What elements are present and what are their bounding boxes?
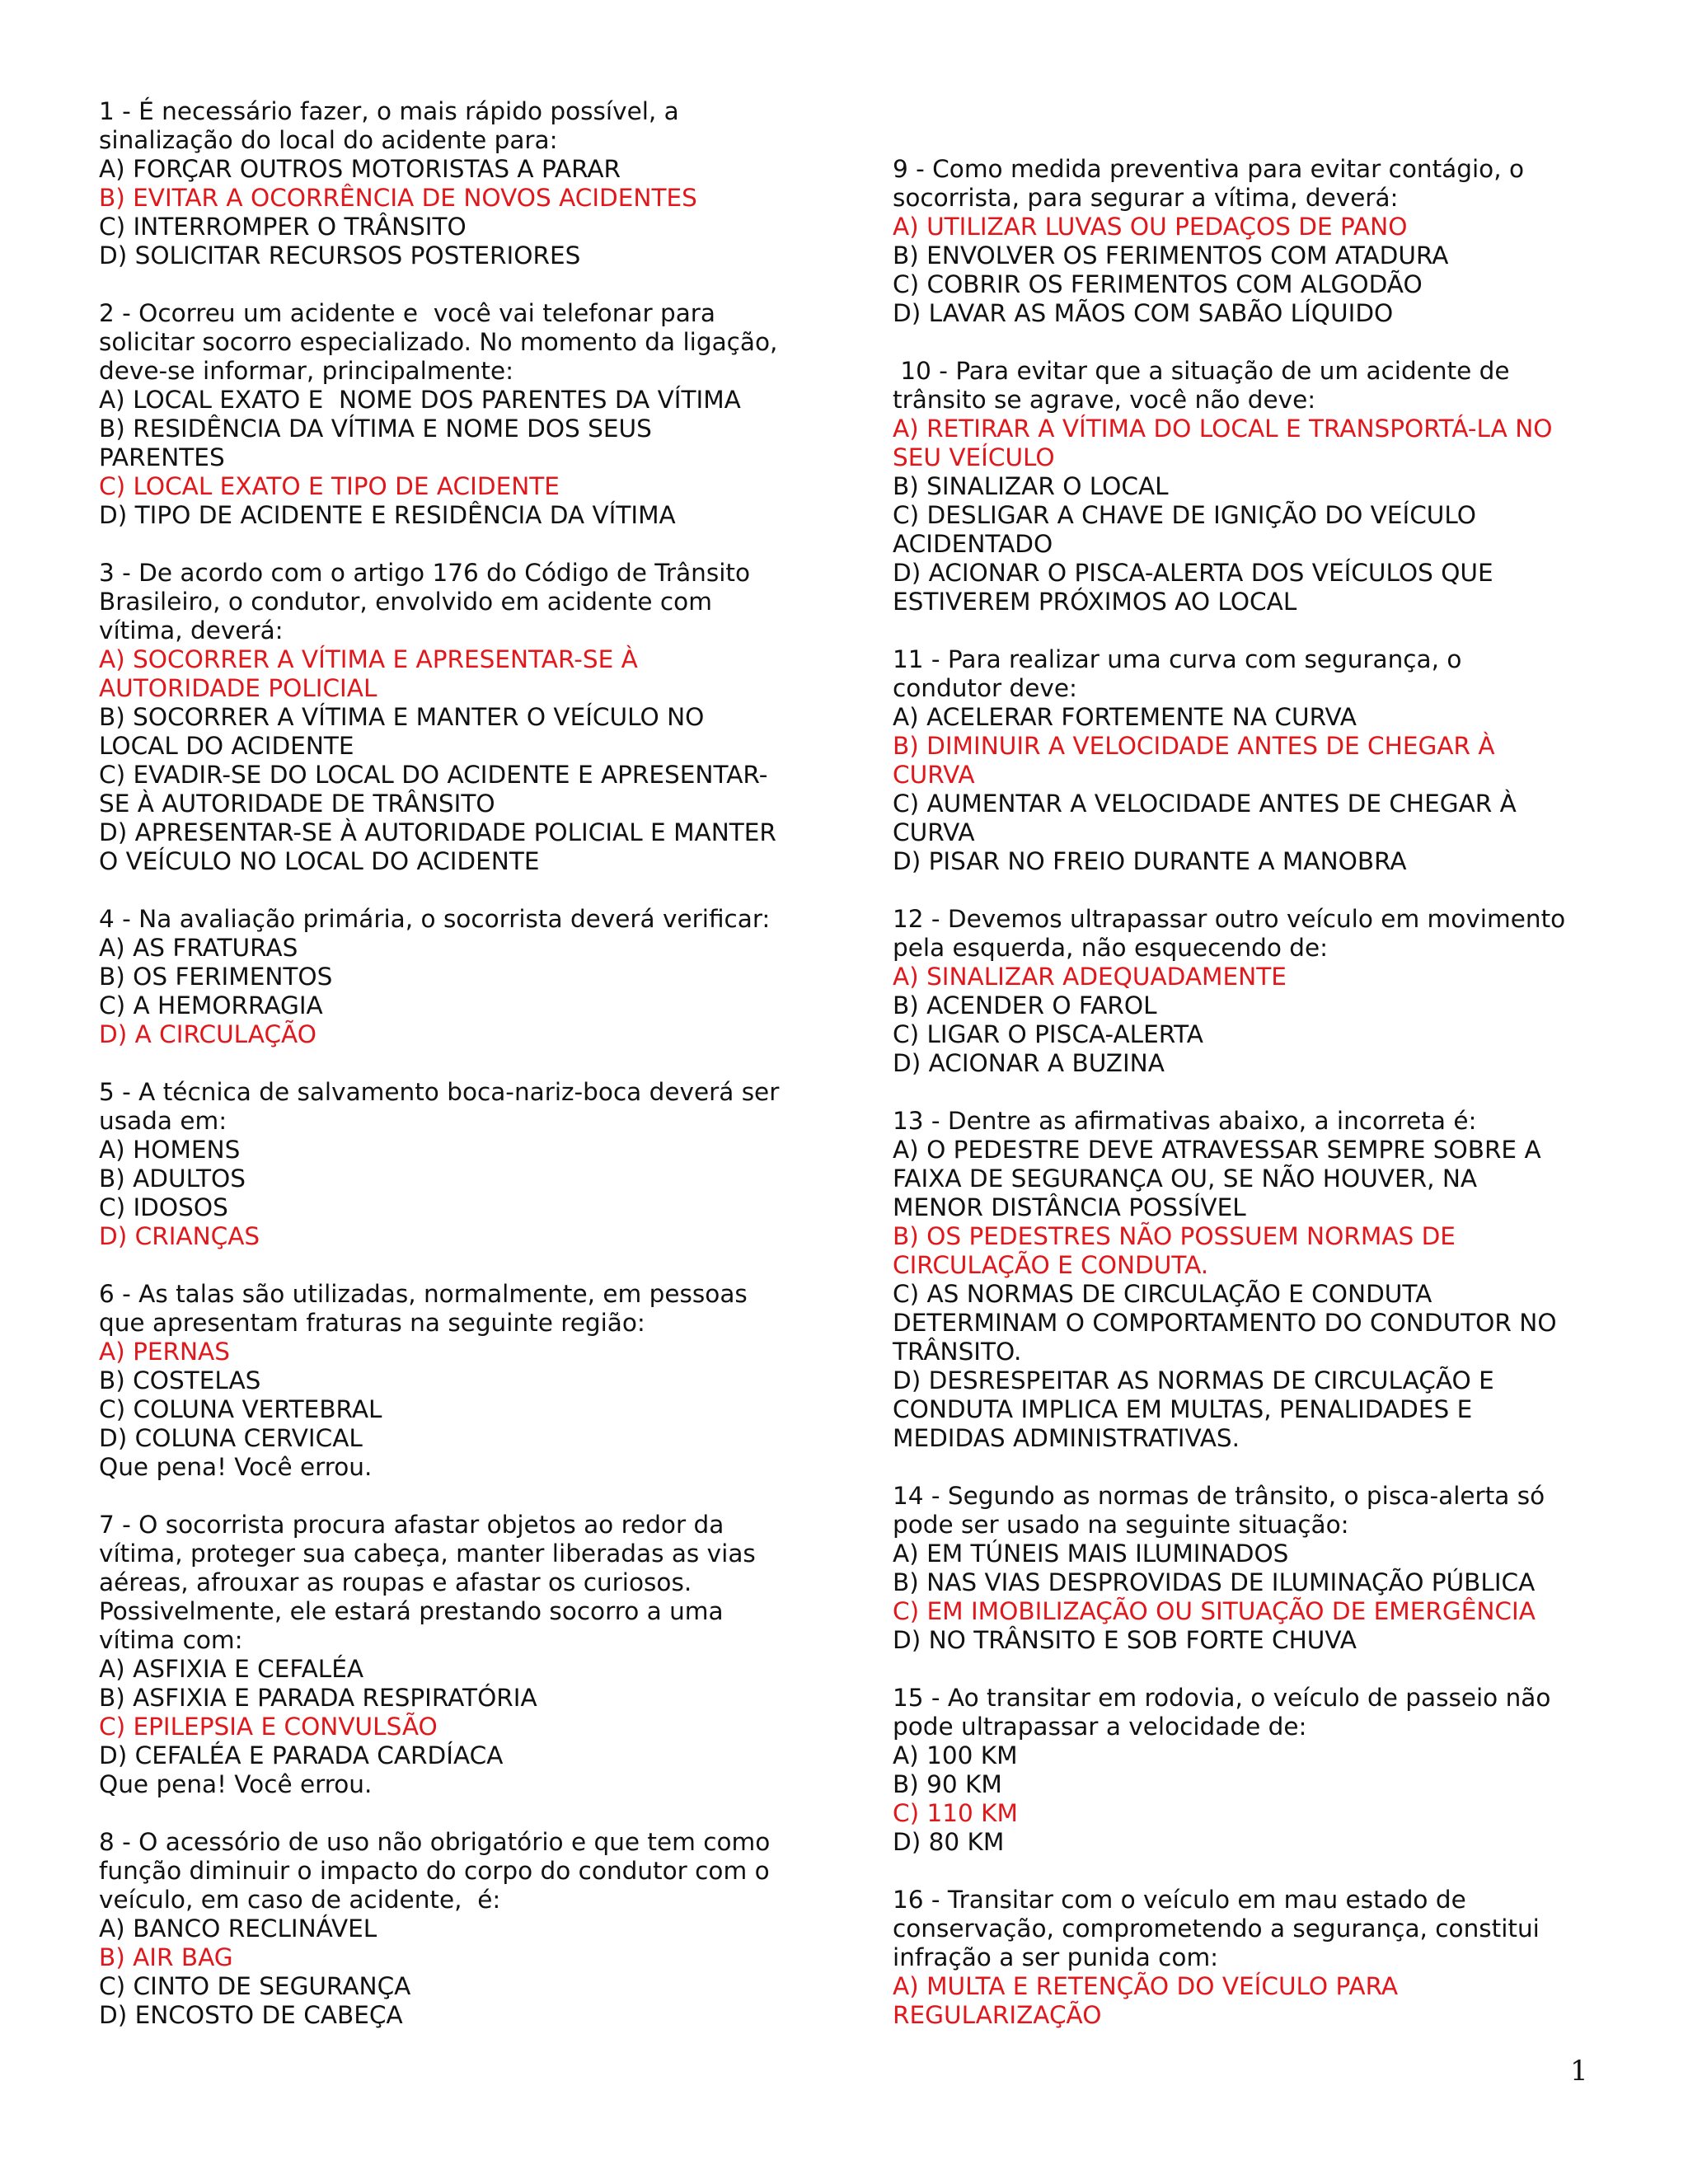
text-line: 12 - Devemos ultrapassar outro veículo em movimento (893, 905, 1566, 933)
text-line: conservação, comprometendo a segurança, constitui (893, 1915, 1540, 1943)
text-line: B) 90 KM (893, 1770, 1002, 1798)
question-block (99, 559, 824, 876)
text-line: C) INTERROMPER O TRÂNSITO (99, 213, 467, 241)
text-line: condutor deve: (893, 674, 1077, 702)
text-line: D) COLUNA CERVICAL (99, 1424, 363, 1452)
text-line: D) ACIONAR A BUZINA (893, 1049, 1165, 1077)
text-line: B) COSTELAS (99, 1366, 261, 1394)
correct-answer-line: C) EPILEPSIA E CONVULSÃO (99, 1713, 438, 1741)
text-line: Que pena! Você errou. (99, 1453, 373, 1481)
text-line: D) CEFALÉA E PARADA CARDÍACA (99, 1741, 504, 1769)
text-line: 5 - A técnica de salvamento boca-nariz-boca deverá ser (99, 1078, 780, 1106)
correct-answer-line: A) PERNAS (99, 1338, 230, 1366)
correct-answer-line: C) LOCAL EXATO E TIPO DE ACIDENTE (99, 472, 560, 500)
text-line: ACIDENTADO (893, 530, 1053, 558)
question-block (893, 357, 1634, 616)
text-line: D) APRESENTAR-SE À AUTORIDADE POLICIAL E MANTER (99, 818, 776, 846)
text-line: Possivelmente, ele estará prestando socorro a uma (99, 1597, 724, 1625)
text-line: A) ASFIXIA E CEFALÉA (99, 1655, 364, 1683)
text-line: 16 - Transitar com o veículo em mau estado de (893, 1886, 1466, 1914)
text-line: MENOR DISTÂNCIA POSSÍVEL (893, 1193, 1246, 1221)
correct-answer-line: CIRCULAÇÃO E CONDUTA. (893, 1251, 1209, 1279)
text-line: A) HOMENS (99, 1136, 241, 1164)
right-column (893, 155, 1634, 2059)
question-block (893, 645, 1634, 876)
correct-answer-line: D) CRIANÇAS (99, 1222, 260, 1250)
text-line: MEDIDAS ADMINISTRATIVAS. (893, 1424, 1240, 1452)
question-block (99, 97, 824, 270)
text-line: A) EM TÚNEIS MAIS ILUMINADOS (893, 1540, 1289, 1568)
text-line: C) IDOSOS (99, 1193, 228, 1221)
question-block (893, 1886, 1634, 2030)
text-line: usada em: (99, 1107, 227, 1135)
text-line: D) NO TRÂNSITO E SOB FORTE CHUVA (893, 1626, 1357, 1654)
text-line: 9 - Como medida preventiva para evitar contágio, o (893, 155, 1525, 183)
text-line: PARENTES (99, 443, 225, 471)
text-line: CONDUTA IMPLICA EM MULTAS, PENALIDADES E (893, 1395, 1473, 1423)
text-line: TRÂNSITO. (893, 1338, 1022, 1366)
text-line: infração a ser punida com: (893, 1943, 1219, 1971)
text-line: D) SOLICITAR RECURSOS POSTERIORES (99, 241, 581, 269)
text-line: B) ACENDER O FAROL (893, 991, 1157, 1019)
correct-answer-line: SEU VEÍCULO (893, 443, 1055, 471)
text-line: C) DESLIGAR A CHAVE DE IGNIÇÃO DO VEÍCULO (893, 501, 1476, 529)
correct-answer-line: B) AIR BAG (99, 1943, 233, 1971)
text-line: socorrista, para segurar a vítima, deverá: (893, 184, 1399, 212)
text-line: A) BANCO RECLINÁVEL (99, 1915, 377, 1943)
text-line: que apresentam fraturas na seguinte região: (99, 1309, 645, 1337)
text-line: FAIXA DE SEGURANÇA OU, SE NÃO HOUVER, NA (893, 1165, 1478, 1193)
text-line: função diminuir o impacto do corpo do condutor com o (99, 1857, 770, 1885)
correct-answer-line: A) RETIRAR A VÍTIMA DO LOCAL E TRANSPORTÁ-LA NO (893, 415, 1553, 443)
text-line: B) NAS VIAS DESPROVIDAS DE ILUMINAÇÃO PÚBLICA (893, 1568, 1536, 1596)
correct-answer-line: B) DIMINUIR A VELOCIDADE ANTES DE CHEGAR À (893, 732, 1495, 760)
text-line: veículo, em caso de acidente, é: (99, 1886, 501, 1914)
text-line: C) COLUNA VERTEBRAL (99, 1395, 382, 1423)
text-line: D) ACIONAR O PISCA-ALERTA DOS VEÍCULOS QUE (893, 559, 1493, 587)
text-line: LOCAL DO ACIDENTE (99, 732, 354, 760)
correct-answer-line: A) MULTA E RETENÇÃO DO VEÍCULO PARA (893, 1972, 1399, 2000)
question-block (893, 905, 1634, 1078)
text-line: D) 80 KM (893, 1828, 1005, 1856)
text-line: D) LAVAR AS MÃOS COM SABÃO LÍQUIDO (893, 299, 1394, 327)
question-block (99, 905, 824, 1049)
text-line: 14 - Segundo as normas de trânsito, o pisca-alerta só (893, 1482, 1545, 1510)
question-block (893, 1482, 1634, 1655)
text-line: 13 - Dentre as afirmativas abaixo, a incorreta é: (893, 1107, 1477, 1135)
correct-answer-line: CURVA (893, 761, 975, 789)
text-line: solicitar socorro especializado. No momento da ligação, (99, 328, 778, 356)
text-line: 7 - O socorrista procura afastar objetos ao redor da (99, 1511, 724, 1539)
text-line: B) OS FERIMENTOS (99, 963, 333, 991)
text-line: A) AS FRATURAS (99, 934, 298, 962)
text-line: 15 - Ao transitar em rodovia, o veículo de passeio não (893, 1684, 1551, 1712)
text-line: O VEÍCULO NO LOCAL DO ACIDENTE (99, 847, 540, 875)
text-line: 8 - O acessório de uso não obrigatório e que tem como (99, 1828, 771, 1856)
text-line: C) AUMENTAR A VELOCIDADE ANTES DE CHEGAR À (893, 790, 1517, 818)
text-line: pela esquerda, não esquecendo de: (893, 934, 1329, 962)
question-block (99, 1280, 824, 1482)
text-line: vítima, proteger sua cabeça, manter liberadas as vias (99, 1540, 756, 1568)
text-line: D) PISAR NO FREIO DURANTE A MANOBRA (893, 847, 1407, 875)
text-line: SE À AUTORIDADE DE TRÂNSITO (99, 790, 495, 818)
text-line: Brasileiro, o condutor, envolvido em acidente com (99, 588, 712, 616)
text-line: sinalização do local do acidente para: (99, 126, 558, 154)
text-line: A) O PEDESTRE DEVE ATRAVESSAR SEMPRE SOBRE A (893, 1136, 1541, 1164)
text-line: vítima, deverá: (99, 616, 284, 644)
text-line: 2 - Ocorreu um acidente e você vai telefonar para (99, 299, 715, 327)
text-line: D) ENCOSTO DE CABEÇA (99, 2001, 403, 2029)
correct-answer-line: B) OS PEDESTRES NÃO POSSUEM NORMAS DE (893, 1222, 1456, 1250)
text-line: DETERMINAM O COMPORTAMENTO DO CONDUTOR NO (893, 1309, 1557, 1337)
text-line: deve-se informar, principalmente: (99, 357, 514, 385)
text-line: 11 - Para realizar uma curva com segurança, o (893, 645, 1462, 673)
question-block (893, 1107, 1634, 1453)
correct-answer-line: B) EVITAR A OCORRÊNCIA DE NOVOS ACIDENTES (99, 184, 697, 212)
text-line: pode ser usado na seguinte situação: (893, 1511, 1349, 1539)
text-line: vítima com: (99, 1626, 243, 1654)
text-line: B) ASFIXIA E PARADA RESPIRATÓRIA (99, 1684, 537, 1712)
text-line: 4 - Na avaliação primária, o socorrista deverá verificar: (99, 905, 771, 933)
text-line: B) RESIDÊNCIA DA VÍTIMA E NOME DOS SEUS (99, 415, 652, 443)
correct-answer-line: C) 110 KM (893, 1799, 1018, 1827)
text-line: 6 - As talas são utilizadas, normalmente, em pessoas (99, 1280, 748, 1308)
correct-answer-line: A) UTILIZAR LUVAS OU PEDAÇOS DE PANO (893, 213, 1408, 241)
text-line: CURVA (893, 818, 975, 846)
question-block (893, 1684, 1634, 1857)
text-line: C) CINTO DE SEGURANÇA (99, 1972, 411, 2000)
text-line: C) COBRIR OS FERIMENTOS COM ALGODÃO (893, 270, 1423, 298)
text-line: Que pena! Você errou. (99, 1770, 373, 1798)
correct-answer-line: A) SINALIZAR ADEQUADAMENTE (893, 963, 1287, 991)
text-line: C) A HEMORRAGIA (99, 991, 323, 1019)
text-line: B) ADULTOS (99, 1165, 246, 1193)
text-line: pode ultrapassar a velocidade de: (893, 1713, 1307, 1741)
text-line: B) SOCORRER A VÍTIMA E MANTER O VEÍCULO NO (99, 703, 705, 731)
text-line: A) LOCAL EXATO E NOME DOS PARENTES DA VÍTIMA (99, 386, 741, 414)
correct-answer-line: C) EM IMOBILIZAÇÃO OU SITUAÇÃO DE EMERGÊNCIA (893, 1597, 1536, 1625)
text-line: A) ACELERAR FORTEMENTE NA CURVA (893, 703, 1357, 731)
text-line: A) 100 KM (893, 1741, 1018, 1769)
text-line: ESTIVEREM PRÓXIMOS AO LOCAL (893, 588, 1297, 616)
text-line: aéreas, afrouxar as roupas e afastar os curiosos. (99, 1568, 692, 1596)
page-number: 1 (1570, 2055, 1588, 2088)
text-line: C) AS NORMAS DE CIRCULAÇÃO E CONDUTA (893, 1280, 1432, 1308)
question-block (99, 1828, 824, 2030)
left-column (99, 97, 824, 2059)
question-block (99, 299, 824, 530)
correct-answer-line: A) SOCORRER A VÍTIMA E APRESENTAR-SE À (99, 645, 638, 673)
question-block (893, 155, 1634, 328)
text-line: D) DESRESPEITAR AS NORMAS DE CIRCULAÇÃO E (893, 1366, 1494, 1394)
text-line: 3 - De acordo com o artigo 176 do Código de Trânsito (99, 559, 751, 587)
text-line: C) LIGAR O PISCA-ALERTA (893, 1020, 1203, 1048)
question-block (99, 1078, 824, 1251)
text-line: C) EVADIR-SE DO LOCAL DO ACIDENTE E APRESENTAR- (99, 761, 768, 789)
correct-answer-line: REGULARIZAÇÃO (893, 2001, 1102, 2029)
text-line: D) TIPO DE ACIDENTE E RESIDÊNCIA DA VÍTIMA (99, 501, 676, 529)
text-line: B) ENVOLVER OS FERIMENTOS COM ATADURA (893, 241, 1449, 269)
text-line: 1 - É necessário fazer, o mais rápido possível, a (99, 97, 679, 125)
question-block (99, 1511, 824, 1799)
text-line: 10 - Para evitar que a situação de um acidente de (893, 357, 1510, 385)
text-line: B) SINALIZAR O LOCAL (893, 472, 1169, 500)
text-line: trânsito se agrave, você não deve: (893, 386, 1316, 414)
correct-answer-line: D) A CIRCULAÇÃO (99, 1020, 316, 1048)
text-line: A) FORÇAR OUTROS MOTORISTAS A PARAR (99, 155, 621, 183)
correct-answer-line: AUTORIDADE POLICIAL (99, 674, 377, 702)
